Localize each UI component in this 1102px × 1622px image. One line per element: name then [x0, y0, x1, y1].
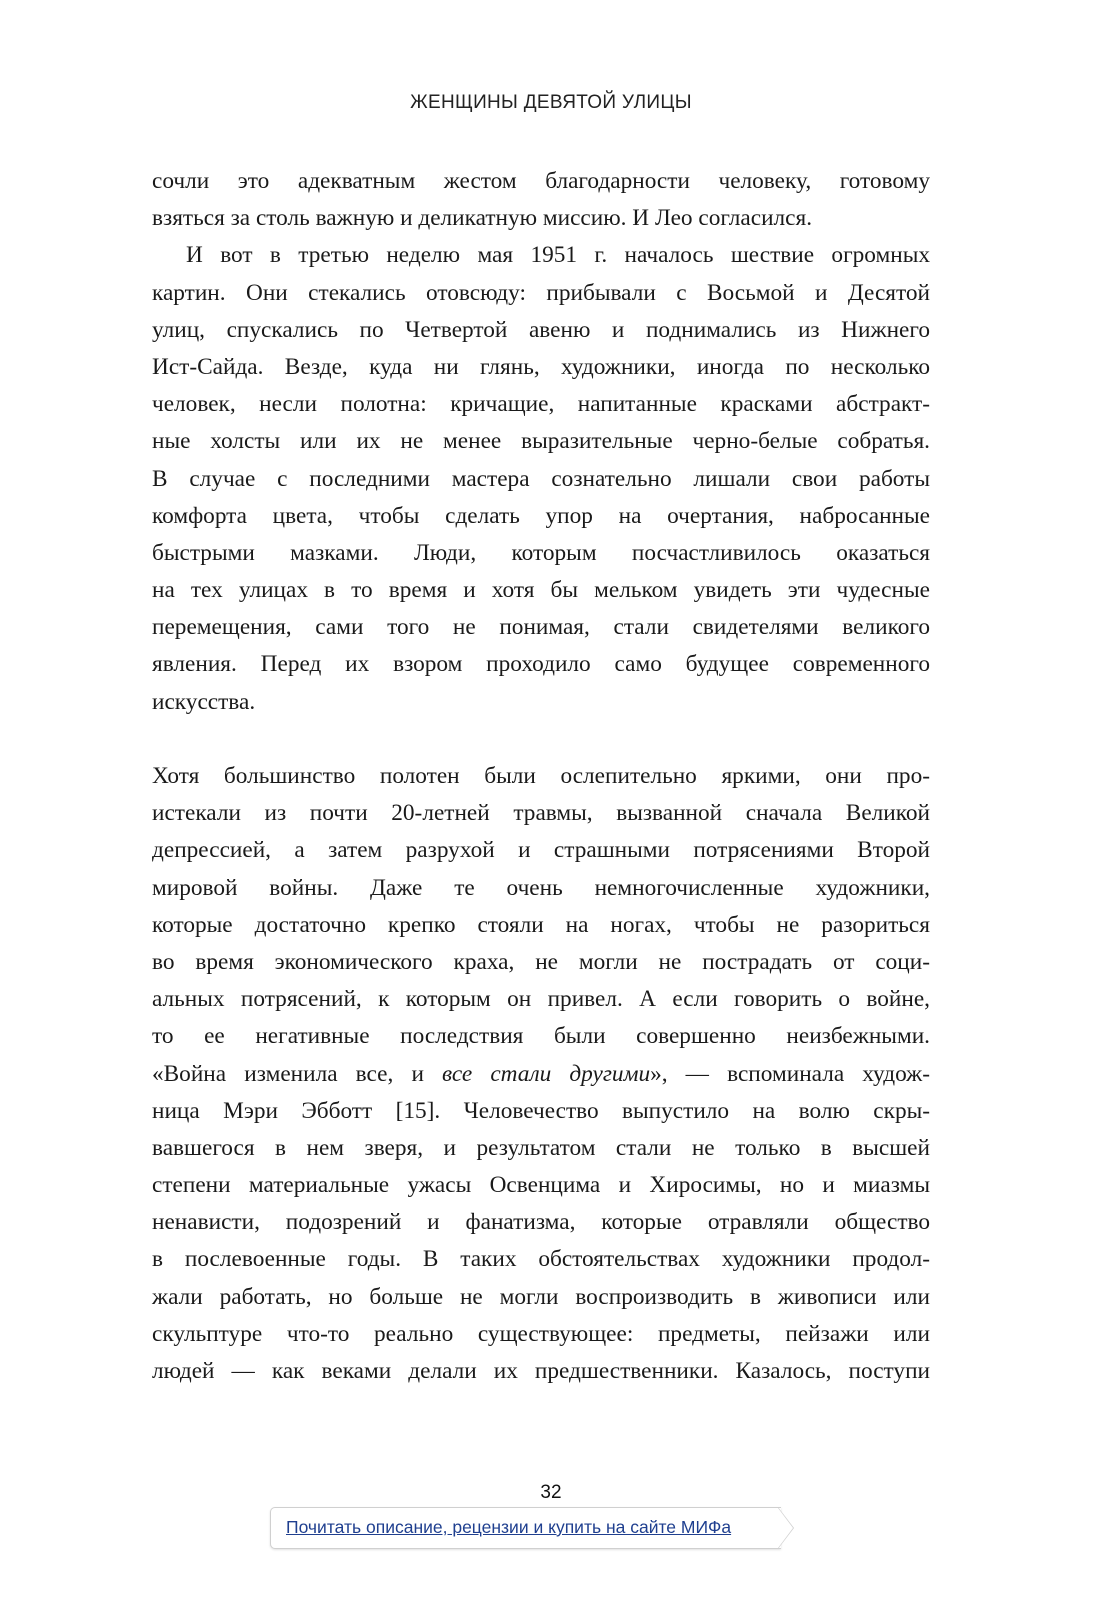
text-line: скульптуре что-то реально существующее: предметы, пейзажи или — [152, 1320, 930, 1347]
text-line: И вот в третью неделю мая 1951 г. началось шествие огромных — [186, 242, 930, 269]
buy-on-mif-link[interactable]: Почитать описание, рецензии и купить на сайте МИФа — [286, 1517, 732, 1537]
text-line: сочли это адекватным жестом благодарности человеку, готовому — [152, 168, 930, 194]
text-line: картин. Они стекались отовсюду: прибывали с Восьмой и Десятой — [152, 279, 930, 306]
text-line: человек, несли полотна: кричащие, напитанные красками абстракт- — [152, 391, 930, 418]
paragraph — [152, 237, 930, 720]
text-line: альных потрясений, к которым он привел. А если говорить о войне, — [152, 986, 930, 1013]
text-line: Хотя большинство полотен были ослепительно яркими, они про- — [152, 763, 930, 789]
quote-attribution-text: », — вспоминала худож- — [650, 1060, 931, 1087]
paragraph — [152, 758, 930, 1390]
text-line: то ее негативные последствия были совершенно неизбежными. — [152, 1023, 930, 1050]
promo-banner[interactable] — [270, 1507, 781, 1549]
quote-text: «Война изменила все, и — [152, 1060, 443, 1087]
quote-line — [152, 1056, 930, 1093]
quote-italic-text: все стали другими — [442, 1060, 651, 1087]
text-line: жали работать, но больше не могли воспроизводить в живописи или — [152, 1283, 930, 1310]
text-line: депрессией, а затем разрухой и страшными потрясениями Второй — [152, 837, 930, 864]
text-line: истекали из почти 20-летней травмы, вызванной сначала Великой — [152, 800, 930, 827]
text-line: людей — как веками делали их предшественники. Казалось, поступи — [152, 1358, 930, 1384]
body-text — [152, 163, 930, 1390]
paragraph-continuation — [152, 163, 930, 237]
text-line: ненависти, подозрений и фанатизма, которые отравляли общество — [152, 1209, 930, 1236]
text-line: В случае с последними мастера сознательно лишали свои работы — [152, 465, 930, 492]
text-line: улиц, спускались по Четвертой авеню и поднимались из Нижнего — [152, 316, 930, 343]
text-line: быстрыми мазками. Люди, которым посчастливилось оказаться — [152, 539, 930, 566]
text-line: взяться за столь важную и деликатную миссию. И Лео согласился. — [152, 205, 813, 232]
text-line: комфорта цвета, чтобы сделать упор на очертания, набросанные — [152, 502, 930, 529]
section-break — [152, 721, 930, 758]
promo-arrow-fill — [778, 1508, 793, 1548]
text-line: на тех улицах в то время и хотя бы мельком увидеть эти чудесные — [152, 577, 930, 604]
text-line: Ист-Сайда. Везде, куда ни глянь, художники, иногда по несколько — [152, 353, 930, 380]
text-line: искусства. — [152, 688, 256, 715]
text-line: во время экономического краха, не могли не пострадать от соци- — [152, 948, 930, 975]
text-line: вавшегося в нем зверя, и результатом стали не только в высшей — [152, 1134, 930, 1161]
text-line: ница Мэри Эбботт [15]. Человечество выпустило на волю скры- — [152, 1097, 930, 1124]
text-line: явления. Перед их взором проходило само будущее современного — [152, 651, 930, 678]
text-line: перемещения, сами того не понимая, стали свидетелями великого — [152, 614, 930, 641]
running-header-title: ЖЕНЩИНЫ ДЕВЯТОЙ УЛИЦЫ — [410, 92, 692, 113]
text-line: в послевоенные годы. В таких обстоятельствах художники продол- — [152, 1246, 930, 1273]
text-line: мировой войны. Даже те очень немногочисленные художники, — [152, 874, 930, 901]
text-line: которые достаточно крепко стояли на ногах, чтобы не разориться — [152, 911, 930, 938]
text-line: ные холсты или их не менее выразительные черно-белые собратья. — [152, 428, 930, 455]
text-line: степени материальные ужасы Освенцима и Хиросимы, но и миазмы — [152, 1172, 930, 1199]
page-number: 32 — [540, 1482, 562, 1502]
